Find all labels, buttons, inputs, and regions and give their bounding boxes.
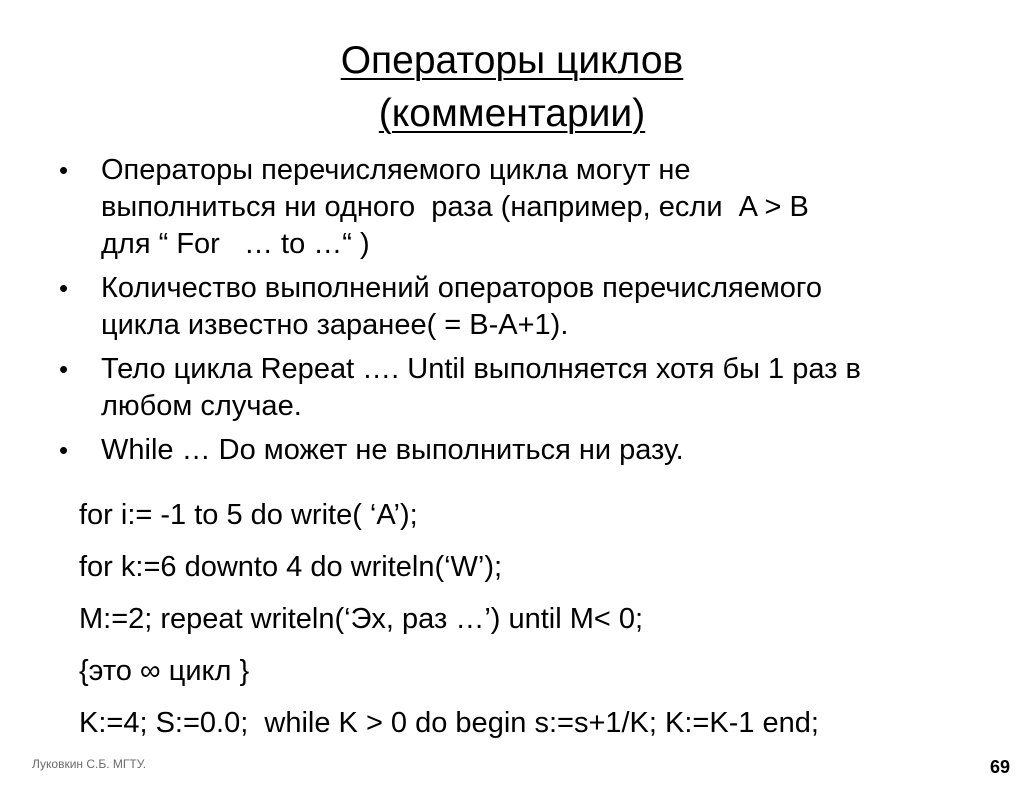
code-line: K:=4; S:=0.0; while K > 0 do begin s:=s+1/K; K:=K-1 end;	[79, 707, 819, 739]
page-number: 69	[989, 757, 1010, 777]
code-line: for i:= -1 to 5 do write( ‘A’);	[79, 499, 418, 531]
bullet-marker: •	[59, 435, 69, 465]
bullet-text-line: выполниться ни одного раза (например, если A > B	[101, 191, 809, 223]
slide-title: Операторы циклов	[340, 39, 684, 82]
bullet-item	[58, 270, 1008, 344]
bullet-text-line: любом случае.	[101, 390, 302, 422]
bullet-marker: •	[59, 273, 69, 303]
bullet-list	[58, 152, 1008, 476]
bullet-text-line: для “ For … to …“ )	[101, 228, 370, 260]
bullet-text-line: While … Do может не выполниться ни разу.	[101, 434, 684, 466]
code-line: M:=2; repeat writeln(‘Эх, раз …’) until M< 0;	[79, 603, 644, 635]
bullet-item	[58, 351, 1008, 425]
bullet-text-line: цикла известно заранее( = B-A+1).	[101, 309, 569, 341]
bullet-marker: •	[59, 155, 69, 185]
bullet-item	[58, 432, 1008, 469]
bullet-text-line: Операторы перечисляемого цикла могут не	[101, 154, 691, 186]
code-example-block	[79, 498, 999, 758]
bullet-text-line: Количество выполнений операторов перечисляемого	[101, 272, 822, 304]
footer-author: Луковкин С.Б. МГТУ.	[32, 757, 147, 771]
bullet-marker: •	[59, 354, 69, 384]
slide-subtitle: (комментарии)	[378, 92, 646, 135]
bullet-text-line: Тело цикла Repeat …. Until выполняется хотя бы 1 раз в	[101, 353, 861, 385]
code-line: for k:=6 downto 4 do writeln(‘W’);	[79, 551, 503, 583]
code-line: {это ∞ цикл }	[79, 655, 250, 687]
bullet-item	[58, 152, 1008, 263]
